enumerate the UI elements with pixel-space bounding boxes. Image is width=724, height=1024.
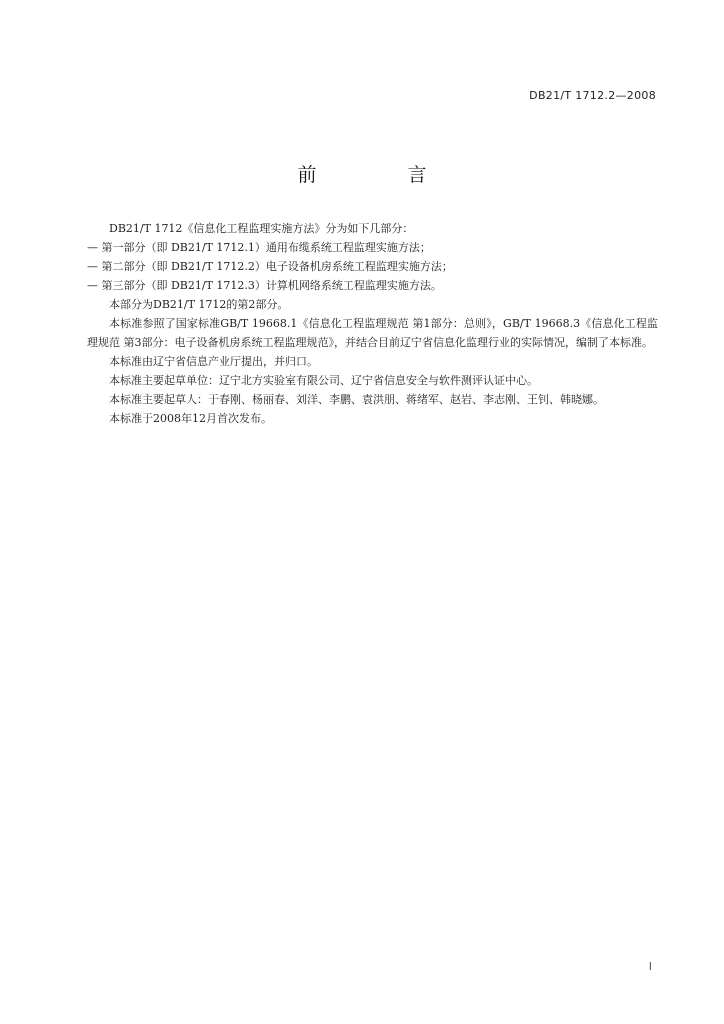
part-note: 本部分为DB21/T 1712的第2部分。: [109, 298, 289, 311]
part-item-2: — 第二部分（即 DB21/T 1712.2）电子设备机房系统工程监理实施方法；: [87, 260, 453, 273]
part-item-1: — 第一部分（即 DB21/T 1712.1）通用布缆系统工程监理实施方法；: [87, 241, 431, 254]
proposer-line: 本标准由辽宁省信息产业厅提出，并归口。: [109, 355, 318, 368]
intro-line: DB21/T 1712《信息化工程监理实施方法》分为如下几部分：: [109, 222, 414, 235]
release-line: 本标准于2008年12月首次发布。: [109, 412, 272, 425]
page-title: 前 言: [297, 164, 463, 186]
standard-code: DB21/T 1712.2—2008: [529, 89, 656, 102]
drafters-line: 本标准主要起草人：于春刚、杨丽春、刘洋、李鹏、袁洪朋、蒋绪军、赵岩、李志刚、王钊、韩晓娜。: [109, 393, 604, 406]
page-number: I: [648, 960, 652, 973]
foreword-body: [87, 219, 658, 428]
reference-paragraph: 本标准参照了国家标准GB/T 19668.1《信息化工程监理规范 第1部分：总则》，GB/T 19668.3《信息化工程监理规范 第3部分：电子设备机房系统工程监理规范》，并结合目前辽宁省信息化监理行业的实际情况，编制了本标准。: [87, 317, 658, 349]
part-item-3: — 第三部分（即 DB21/T 1712.3）计算机网络系统工程监理实施方法。: [87, 279, 442, 292]
drafting-units-line: 本标准主要起草单位：辽宁北方实验室有限公司、辽宁省信息安全与软件测评认证中心。: [109, 374, 538, 387]
